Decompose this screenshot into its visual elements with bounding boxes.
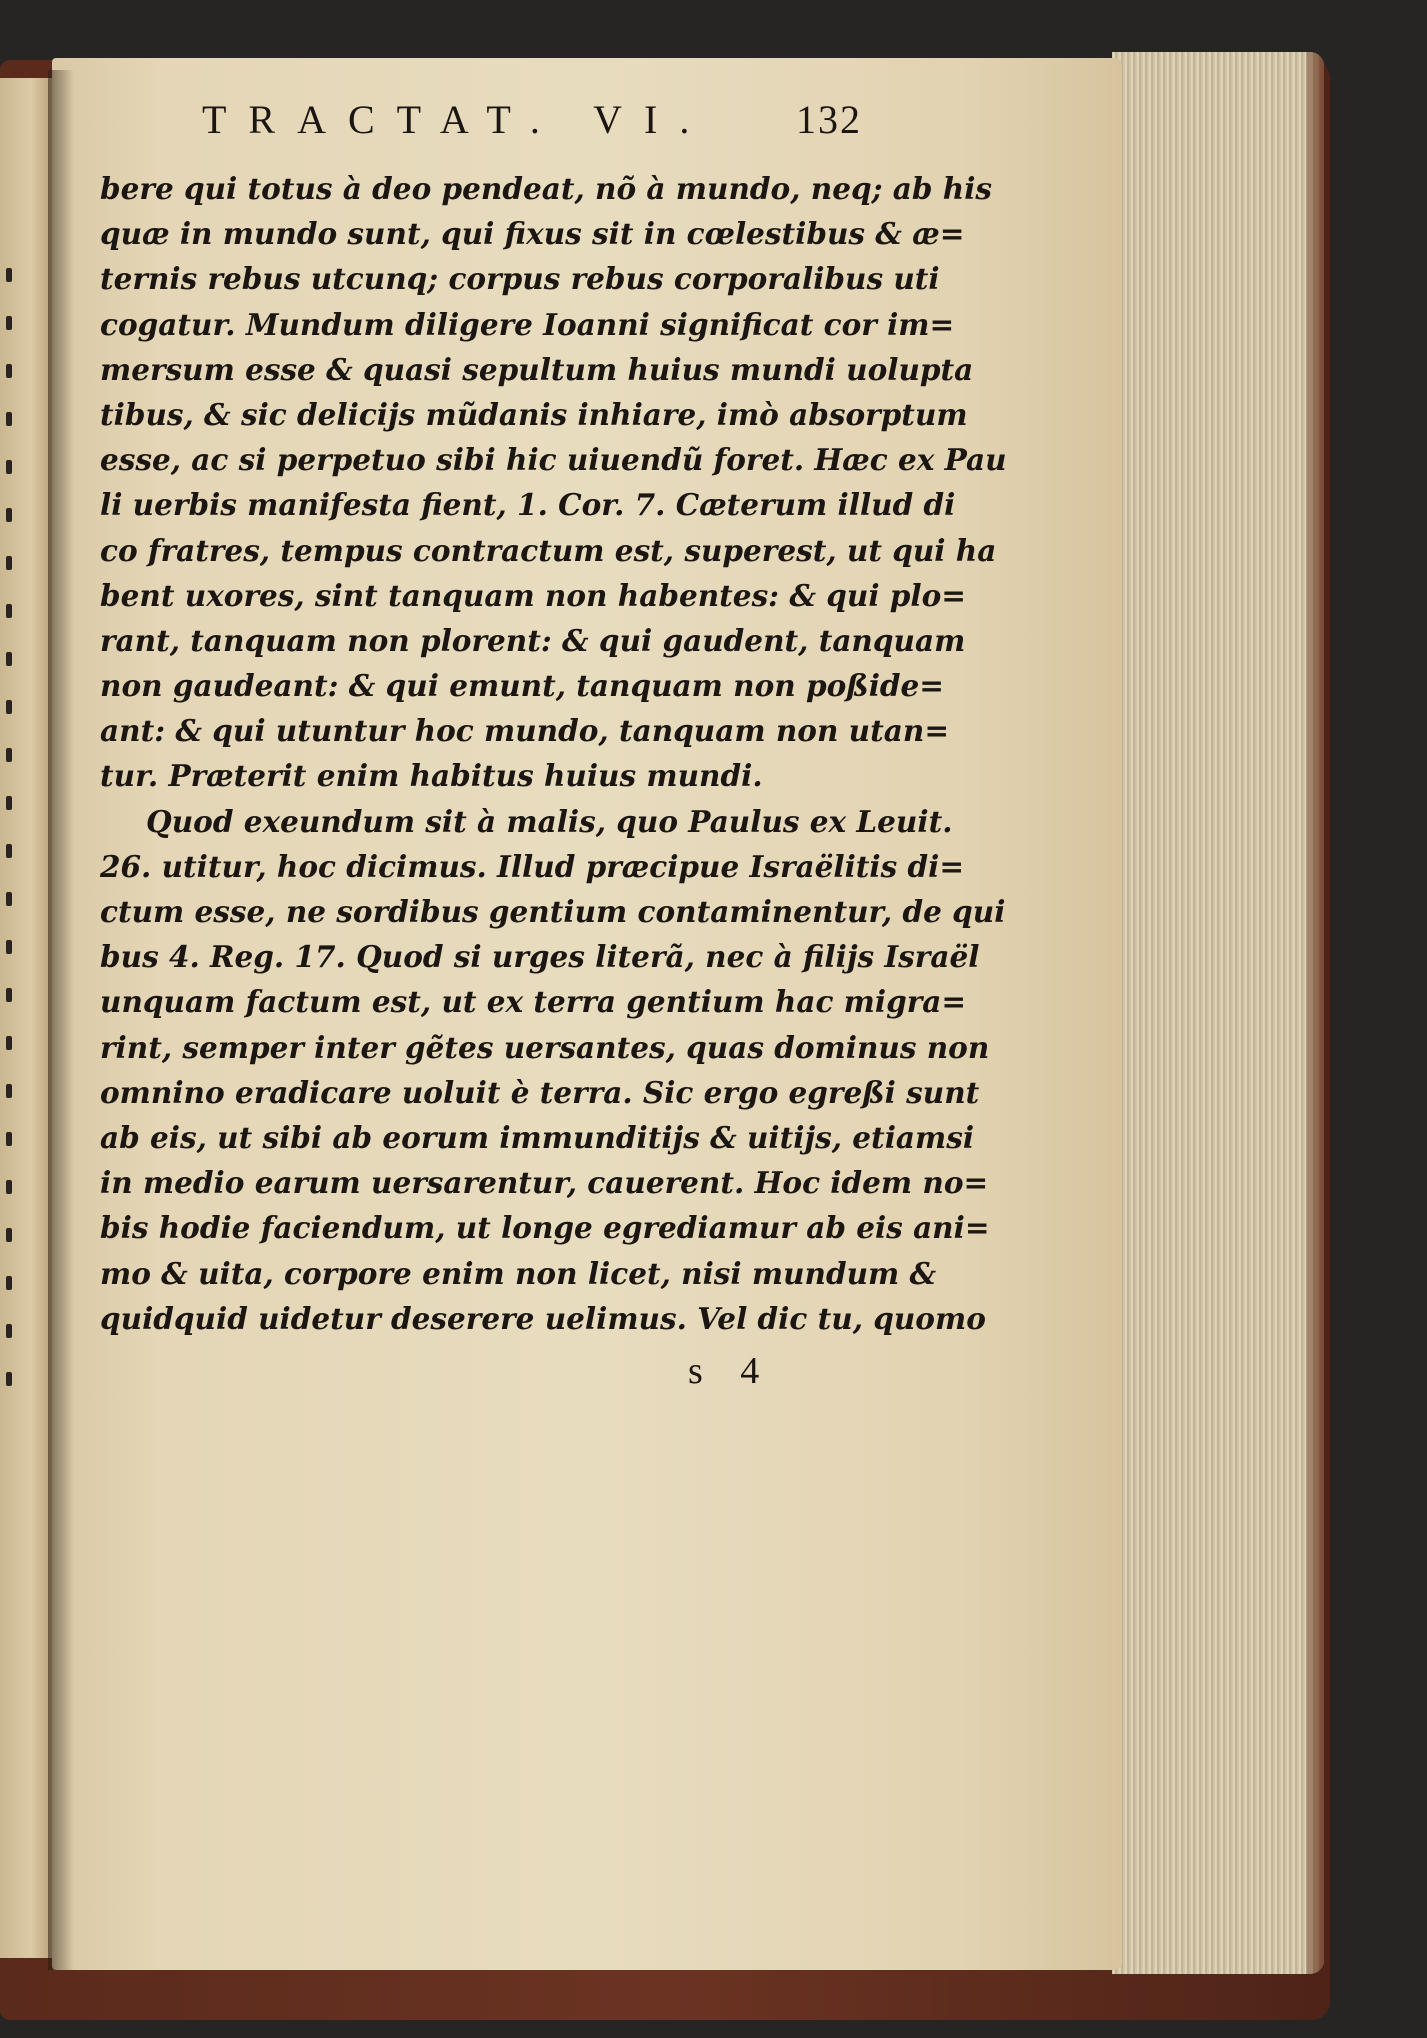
running-head: TRACTAT. VI. <box>202 97 712 142</box>
gutter-shadow <box>48 70 74 1970</box>
text-line: non gaudeant: & qui emunt, tanquam non poßide= <box>100 668 945 704</box>
page-footer <box>100 1347 870 1397</box>
paragraph-first-line: Quod exeundum sit à malis, quo Paulus ex Leuit. <box>146 803 953 839</box>
facing-page-text-fragments <box>6 268 16 1386</box>
text-line: ab eis, ut sibi ab eorum immunditijs & uitijs, etiamsi <box>100 1119 975 1155</box>
text-line: in medio earum uersarentur, cauerent. Hoc idem no= <box>100 1165 989 1201</box>
signature-mark: s 4 <box>688 1349 774 1392</box>
page-header <box>100 96 870 166</box>
text-line: mersum esse & quasi sepultum huius mundi uolupta <box>100 351 974 387</box>
text-line: cogatur. Mundum diligere Ioanni significat cor im= <box>100 306 955 342</box>
text-line: tibus, & sic delicijs mũdanis inhiare, imò absorptum <box>100 396 968 432</box>
page-number: 132 <box>796 97 862 142</box>
text-line: 26. utitur, hoc dicimus. Illud præcipue Israëlitis di= <box>100 848 965 884</box>
text-line: tur. Præterit enim habitus huius mundi. <box>100 758 763 794</box>
text-line: ant: & qui utuntur hoc mundo, tanquam non utan= <box>100 713 950 749</box>
text-line: quæ in mundo sunt, qui fixus sit in cœlestibus & æ= <box>100 216 965 252</box>
text-line: co fratres, tempus contractum est, superest, ut qui ha <box>100 532 997 568</box>
text-line: bent uxores, sint tanquam non habentes: & qui plo= <box>100 577 967 613</box>
text-line: bus 4. Reg. 17. Quod si urges literã, nec à filijs Israël <box>100 939 980 975</box>
page-fore-edge <box>1112 52 1324 1974</box>
facing-page-edge <box>0 78 54 1958</box>
body-text <box>100 166 1007 1341</box>
text-line: rint, semper inter gẽtes uersantes, quas dominus non <box>100 1029 990 1065</box>
text-line: ctum esse, ne sordibus gentium contaminentur, de qui <box>100 894 1006 929</box>
text-line: mo & uita, corpore enim non licet, nisi mundum & <box>100 1255 937 1291</box>
text-line: rant, tanquam non plorent: & qui gaudent, tanquam <box>100 622 966 658</box>
text-block <box>100 96 1007 1397</box>
text-line: ternis rebus utcunq; corpus rebus corporalibus uti <box>100 261 940 297</box>
text-line: li uerbis manifesta fient, 1. Cor. 7. Cæterum illud di <box>100 487 956 523</box>
text-line: bis hodie faciendum, ut longe egrediamur ab eis ani= <box>100 1210 990 1246</box>
text-line: esse, ac si perpetuo sibi hic uiuendũ foret. Hæc ex Pau <box>100 442 1007 478</box>
text-line: omnino eradicare uoluit è terra. Sic ergo egreßi sunt <box>100 1074 980 1110</box>
text-line: unquam factum est, ut ex terra gentium hac migra= <box>100 984 967 1020</box>
text-line: bere qui totus à deo pendeat, nõ à mundo, neq; ab his <box>100 171 993 206</box>
text-line: quidquid uidetur deserere uelimus. Vel dic tu, quomo <box>100 1300 986 1336</box>
